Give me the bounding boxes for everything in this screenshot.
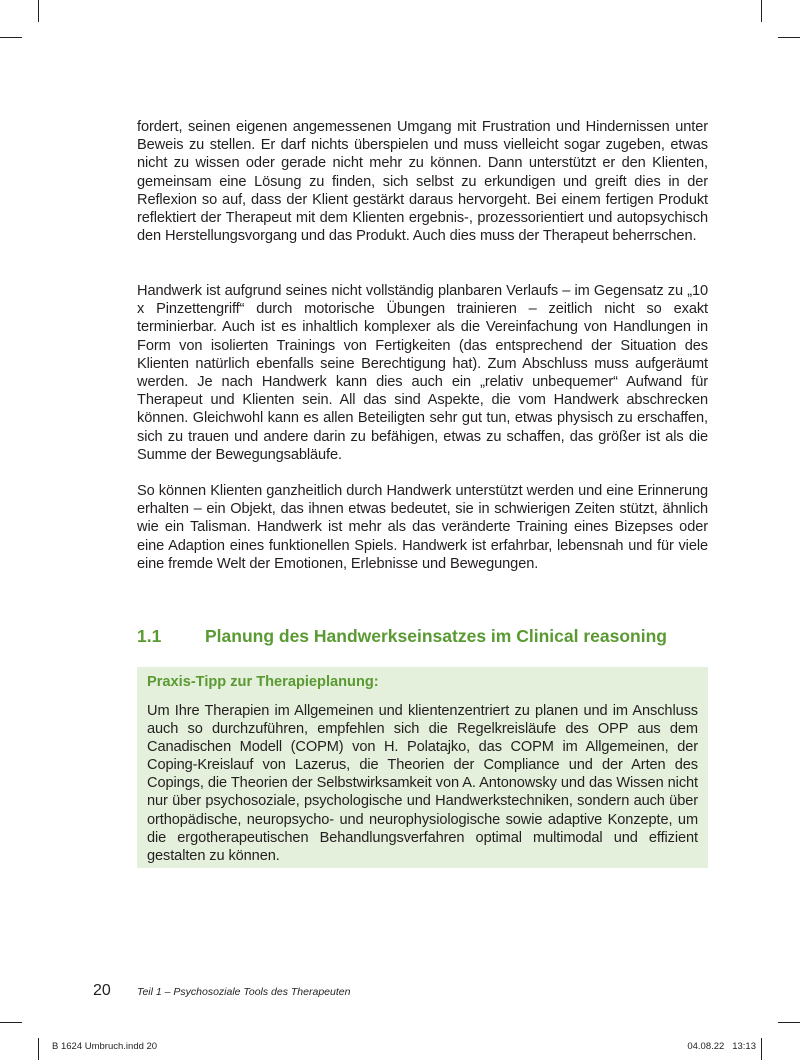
crop-mark-top-right-horizontal [778,37,800,38]
running-footer: Teil 1 – Psychosoziale Tools des Therapeuten [137,986,351,998]
paragraph-text: So können Klienten ganzheitlich durch Handwerk unterstützt werden und eine Erinnerung erhalten – ein Objekt, das ihnen etwas bedeutet, sie in schwierigen Zeiten stützt, ähnlich wie ein Talisman. Handwerk ist mehr als das veränderte Training eines Bizepses oder eine Adaption eines funktionellen Spiels. Handwerk ist erfahrbar, lebensnah und für viele eine fremde Welt der Emotionen, Erlebnisse und Bewegungen. [137,483,708,572]
crop-mark-top-right-vertical [761,0,762,22]
crop-mark-bottom-right-vertical [761,1038,762,1060]
crop-mark-bottom-left-horizontal [0,1022,22,1023]
crop-mark-bottom-left-vertical [38,1038,39,1060]
section-number: 1.1 [137,626,162,646]
practice-tip-box [137,667,708,868]
tip-title: Praxis-Tipp zur Therapieplanung: [147,674,379,690]
body-paragraph-2 [137,282,708,464]
crop-mark-top-left-vertical [38,0,39,22]
page-number: 20 [93,982,111,999]
crop-mark-top-left-horizontal [0,37,22,38]
crop-mark-bottom-right-horizontal [778,1022,800,1023]
body-paragraph-1 [137,118,708,245]
section-heading [137,624,717,648]
paragraph-text: fordert, seinen eigenen angemessenen Umgang mit Frustration und Hindernissen unter Beweis zu stellen. Er darf nichts überspielen und muss vielleicht sogar zugeben, etwas nicht zu wissen oder gerade nicht mehr zu können. Dann unterstützt er den Klienten, gemeinsam eine Lösung zu finden, sich selbst zu erkundigen und greift dies in der Reflexion so auf, dass der Klient gestärkt daraus hervorgeht. Bei einem fertigen Produkt reflektiert der Therapeut mit dem Klienten ergebnis-, prozessorientiert und autopsychisch den Herstellungsvorgang und das Produkt. Auch dies muss der Therapeut beherrschen. [137,119,708,245]
body-paragraph-3 [137,482,708,573]
paragraph-text: Handwerk ist aufgrund seines nicht vollständig planbaren Verlaufs – im Gegensatz zu „10 x Pinzettengriff“ durch motorische Übungen trainieren – zeitlich nicht so exakt terminierbar. Auch ist es inhaltlich komplexer als die Vereinfachung von Handlungen in Form von isolierten Trainings von Fertigkeiten (das entsprechend der Situation des Klienten natürlich ebenfalls seine Berechtigung hat). Zum Abschluss muss aufgeräumt werden. Je nach Handwerk kann dies auch ein „relativ unbequemer“ Aufwand für Therapeut und Klienten sein. All das sind Aspekte, die vom Handwerk abschrecken können. Gleichwohl kann es allen Beteiligten sehr gut tun, etwas physisch zu erschaffen, sich zu trauen und andere darin zu befähigen, etwas zu schaffen, das größer ist als die Summe der Bewegungsabläufe. [137,283,708,463]
print-slug-timestamp: 04.08.22 13:13 [687,1041,756,1052]
section-title: Planung des Handwerkseinsatzes im Clinical reasoning [205,626,667,646]
print-slug-file: B 1624 Umbruch.indd 20 [52,1041,158,1052]
tip-text: Um Ihre Therapien im Allgemeinen und klientenzentriert zu planen und im Anschluss auch so durchzuführen, empfehlen sich die Regelkreisläufe des OPP aus dem Canadischen Modell (COPM) von H. Polatajko, das COPM im Allgemeinen, der Coping-Kreislauf von Lazerus, die Theorien der Compliance und der Arten des Copings, die Theorien der Selbstwirksamkeit von A. Antonowsky und das Wissen nicht nur über psychosoziale, psychologische und Handwerkstechniken, sondern auch über orthopädische, neuropsycho- und neurophysiologische sowie adaptive Konzepte, um die ergotherapeutischen Behandlungsverfahren optimal multimodal und effizient gestalten zu können. [147,703,698,864]
